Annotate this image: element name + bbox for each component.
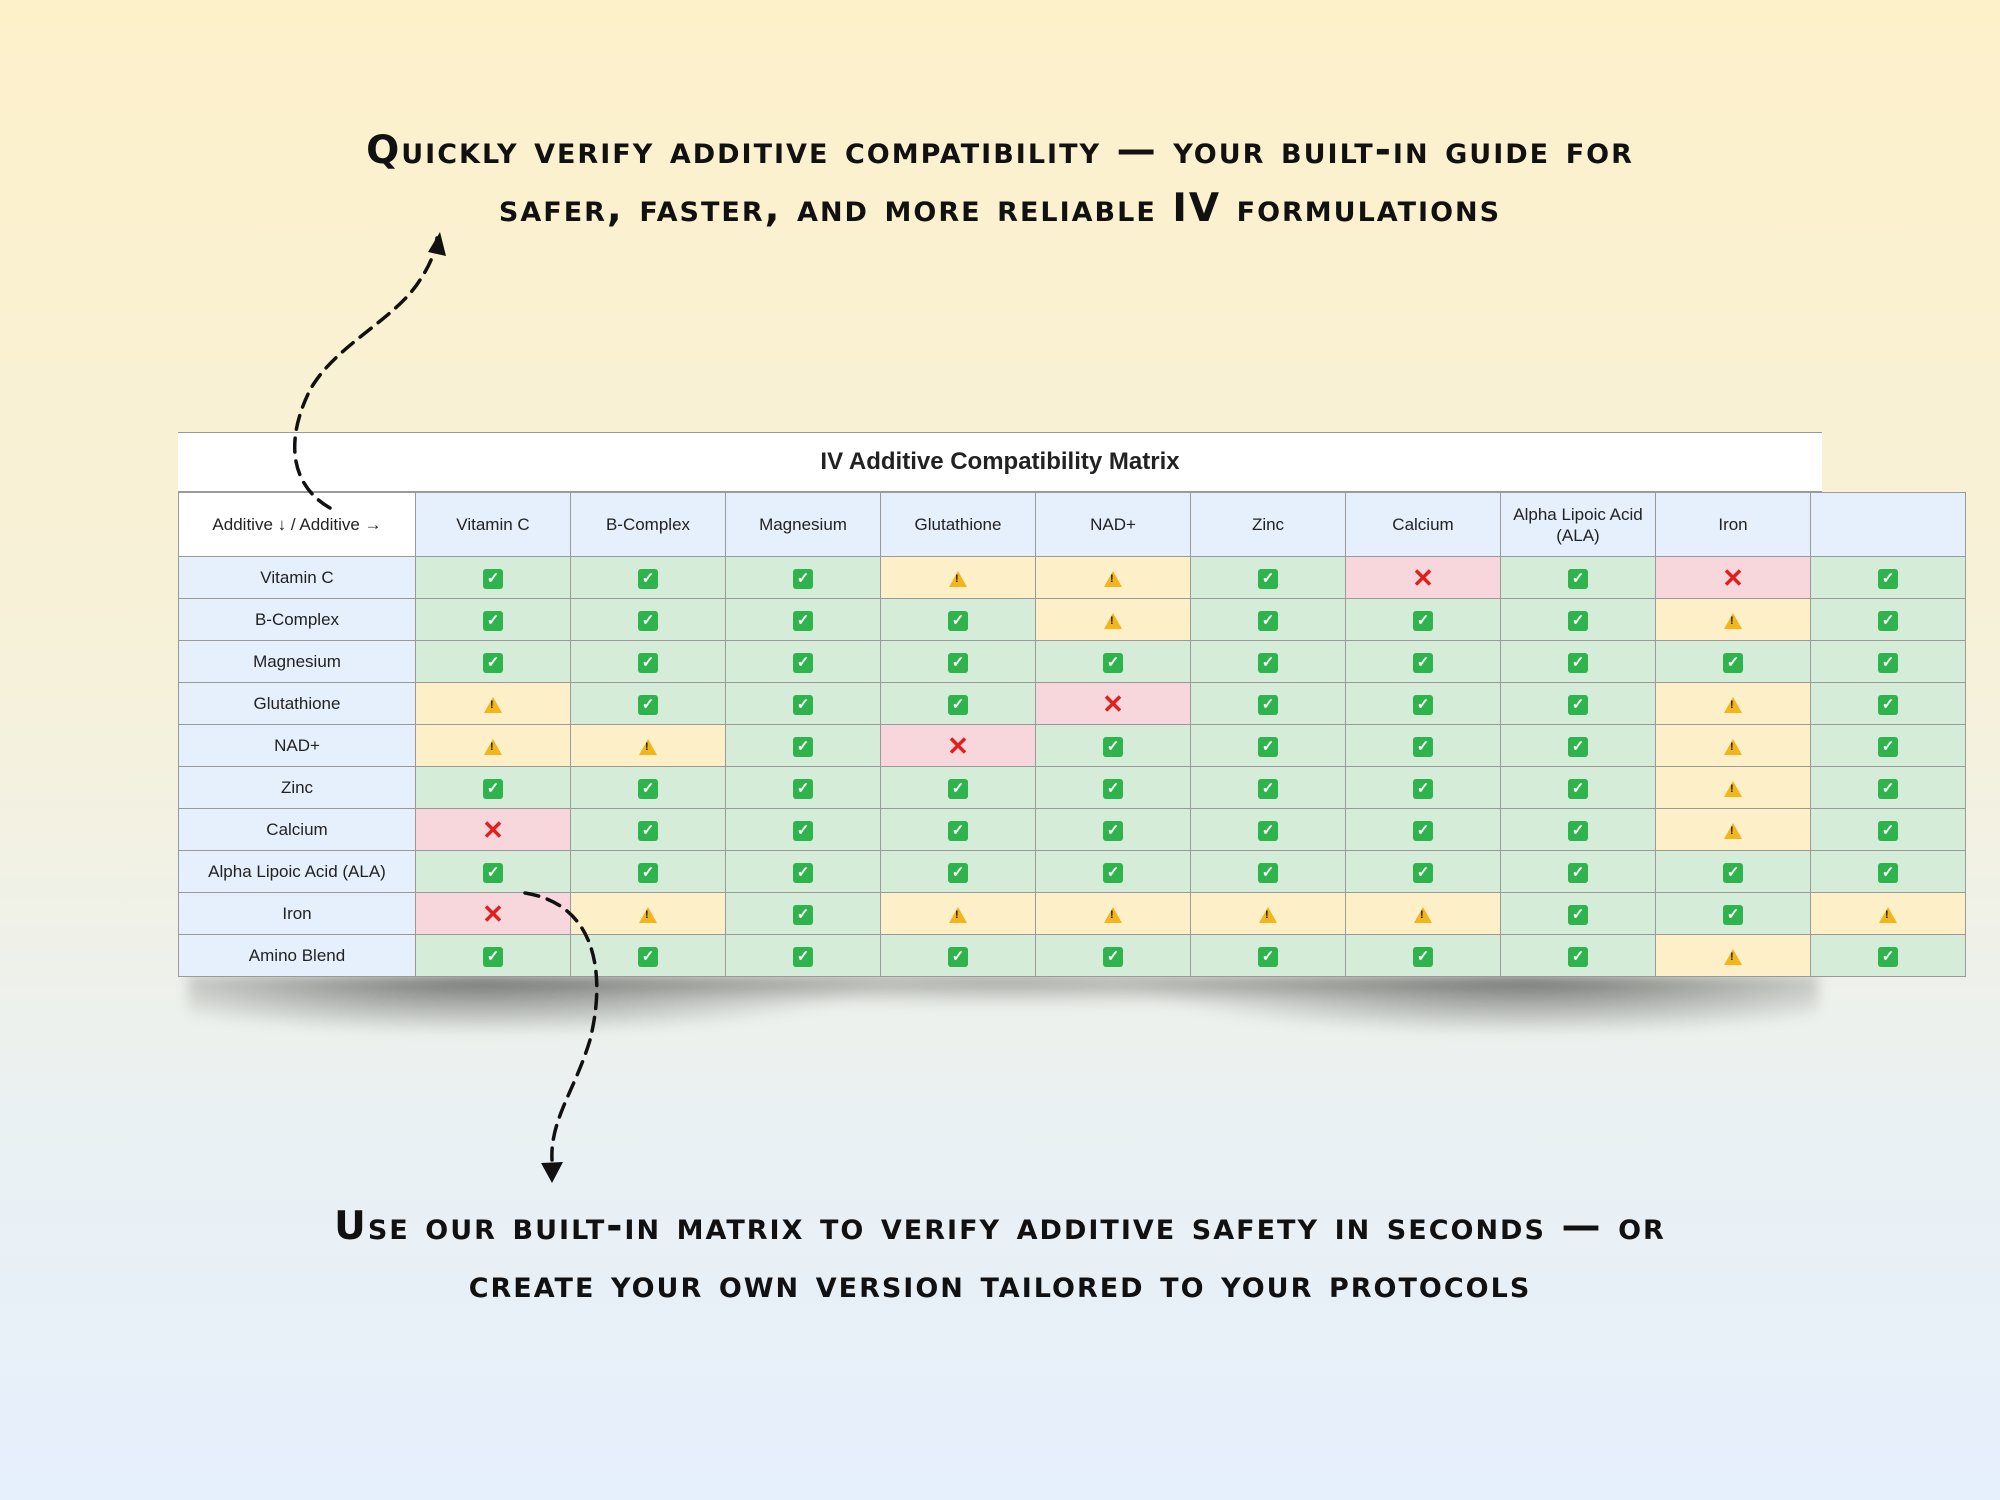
check-box-icon: ✓ xyxy=(793,737,813,757)
matrix-cell xyxy=(881,599,1036,641)
check-box-icon: ✓ xyxy=(1413,779,1433,799)
matrix-cell xyxy=(1656,641,1811,683)
check-box-icon: ✓ xyxy=(483,653,503,673)
matrix-cell xyxy=(571,599,726,641)
matrix-cell xyxy=(571,641,726,683)
warning-icon xyxy=(1724,781,1742,797)
check-box-icon: ✓ xyxy=(483,611,503,631)
warning-icon xyxy=(949,907,967,923)
matrix-cell xyxy=(1811,557,1966,599)
check-box-icon: ✓ xyxy=(483,779,503,799)
matrix-cell xyxy=(726,851,881,893)
matrix-cell xyxy=(1501,641,1656,683)
matrix-cell xyxy=(726,809,881,851)
matrix-cell xyxy=(1036,893,1191,935)
row-header: Calcium xyxy=(179,809,416,851)
column-header: B-Complex xyxy=(571,493,726,557)
warning-icon xyxy=(1724,823,1742,839)
warning-icon xyxy=(484,697,502,713)
cross-icon: ✕ xyxy=(1722,563,1744,594)
check-box-icon: ✓ xyxy=(1568,569,1588,589)
matrix-cell xyxy=(1346,725,1501,767)
check-box-icon: ✓ xyxy=(948,863,968,883)
top-headline-line-2: safer, faster, and more reliable IV formulations xyxy=(498,186,1502,231)
warning-icon xyxy=(1879,907,1897,923)
matrix-cell xyxy=(1656,557,1811,599)
matrix-title: IV Additive Compatibility Matrix xyxy=(178,433,1822,492)
matrix-cell xyxy=(1501,851,1656,893)
matrix-cell xyxy=(1036,557,1191,599)
check-box-icon: ✓ xyxy=(1258,653,1278,673)
warning-icon xyxy=(639,907,657,923)
column-header: Iron xyxy=(1656,493,1811,557)
check-box-icon: ✓ xyxy=(1258,695,1278,715)
check-box-icon: ✓ xyxy=(1258,947,1278,967)
check-box-icon: ✓ xyxy=(1103,947,1123,967)
check-box-icon: ✓ xyxy=(1103,737,1123,757)
table-row xyxy=(179,767,1966,809)
table-row xyxy=(179,935,1966,977)
check-box-icon: ✓ xyxy=(1103,653,1123,673)
check-box-icon: ✓ xyxy=(1878,737,1898,757)
matrix-cell xyxy=(1346,683,1501,725)
matrix-cell xyxy=(1811,641,1966,683)
check-box-icon: ✓ xyxy=(1413,947,1433,967)
warning-icon xyxy=(1724,697,1742,713)
check-box-icon: ✓ xyxy=(1878,611,1898,631)
matrix-cell xyxy=(881,893,1036,935)
matrix-cell xyxy=(1656,809,1811,851)
matrix-cell xyxy=(1656,725,1811,767)
sheet-shadow xyxy=(188,975,1818,1075)
matrix-cell xyxy=(1656,599,1811,641)
matrix-cell xyxy=(1346,935,1501,977)
check-box-icon: ✓ xyxy=(638,653,658,673)
bottom-headline xyxy=(0,1198,2000,1314)
matrix-cell xyxy=(1191,893,1346,935)
matrix-cell xyxy=(571,557,726,599)
column-header xyxy=(1811,493,1966,557)
check-box-icon: ✓ xyxy=(638,821,658,841)
matrix-cell xyxy=(416,809,571,851)
table-row xyxy=(179,725,1966,767)
compatibility-sheet xyxy=(178,432,1895,975)
matrix-cell xyxy=(1656,851,1811,893)
check-box-icon: ✓ xyxy=(1878,695,1898,715)
matrix-cell xyxy=(416,725,571,767)
check-box-icon: ✓ xyxy=(1413,611,1433,631)
matrix-cell xyxy=(1346,851,1501,893)
matrix-cell xyxy=(1501,725,1656,767)
check-box-icon: ✓ xyxy=(1568,905,1588,925)
matrix-cell xyxy=(1501,809,1656,851)
check-box-icon: ✓ xyxy=(1103,779,1123,799)
check-box-icon: ✓ xyxy=(1413,863,1433,883)
matrix-cell xyxy=(1811,809,1966,851)
matrix-cell xyxy=(1346,641,1501,683)
check-box-icon: ✓ xyxy=(638,779,658,799)
matrix-cell xyxy=(416,893,571,935)
matrix-cell xyxy=(1501,557,1656,599)
matrix-cell xyxy=(571,809,726,851)
matrix-corner-label: Additive ↓ / Additive → xyxy=(179,493,416,557)
check-box-icon: ✓ xyxy=(1413,821,1433,841)
matrix-cell xyxy=(881,725,1036,767)
check-box-icon: ✓ xyxy=(638,569,658,589)
row-header: NAD+ xyxy=(179,725,416,767)
matrix-cell xyxy=(881,683,1036,725)
matrix-cell xyxy=(1191,683,1346,725)
matrix-cell xyxy=(881,851,1036,893)
matrix-cell xyxy=(1656,893,1811,935)
matrix-cell xyxy=(1811,767,1966,809)
matrix-cell xyxy=(726,557,881,599)
matrix-cell xyxy=(1346,557,1501,599)
matrix-cell xyxy=(1036,725,1191,767)
check-box-icon: ✓ xyxy=(1568,821,1588,841)
matrix-cell xyxy=(1346,893,1501,935)
check-box-icon: ✓ xyxy=(1878,821,1898,841)
matrix-cell xyxy=(571,851,726,893)
warning-icon xyxy=(484,739,502,755)
top-headline xyxy=(0,122,2000,238)
check-box-icon: ✓ xyxy=(638,695,658,715)
table-row xyxy=(179,809,1966,851)
check-box-icon: ✓ xyxy=(948,653,968,673)
matrix-cell xyxy=(416,599,571,641)
row-header: Iron xyxy=(179,893,416,935)
matrix-cell xyxy=(1501,683,1656,725)
check-box-icon: ✓ xyxy=(1878,863,1898,883)
matrix-cell xyxy=(1191,599,1346,641)
check-box-icon: ✓ xyxy=(1103,863,1123,883)
matrix-cell xyxy=(1191,935,1346,977)
check-box-icon: ✓ xyxy=(1103,821,1123,841)
row-header: Alpha Lipoic Acid (ALA) xyxy=(179,851,416,893)
warning-icon xyxy=(1724,949,1742,965)
matrix-cell xyxy=(726,935,881,977)
bottom-headline-line-2: create your own version tailored to your protocols xyxy=(468,1262,1532,1307)
matrix-cell xyxy=(1811,851,1966,893)
matrix-cell xyxy=(1036,683,1191,725)
check-box-icon: ✓ xyxy=(948,695,968,715)
column-header: Vitamin C xyxy=(416,493,571,557)
check-box-icon: ✓ xyxy=(1568,653,1588,673)
check-box-icon: ✓ xyxy=(1258,779,1278,799)
check-box-icon: ✓ xyxy=(793,779,813,799)
warning-icon xyxy=(639,739,657,755)
check-box-icon: ✓ xyxy=(1568,695,1588,715)
bottom-headline-line-1: Use our built-in matrix to verify additive safety in seconds — or xyxy=(334,1204,1666,1249)
matrix-cell xyxy=(881,641,1036,683)
row-header: Amino Blend xyxy=(179,935,416,977)
matrix-cell xyxy=(1811,683,1966,725)
matrix-cell xyxy=(1501,599,1656,641)
check-box-icon: ✓ xyxy=(638,863,658,883)
column-header: Glutathione xyxy=(881,493,1036,557)
check-box-icon: ✓ xyxy=(948,611,968,631)
matrix-cell xyxy=(726,725,881,767)
matrix-cell xyxy=(416,767,571,809)
check-box-icon: ✓ xyxy=(483,947,503,967)
column-header: Zinc xyxy=(1191,493,1346,557)
check-box-icon: ✓ xyxy=(948,947,968,967)
matrix-cell xyxy=(1501,767,1656,809)
matrix-cell xyxy=(571,725,726,767)
cross-icon: ✕ xyxy=(1102,689,1124,720)
check-box-icon: ✓ xyxy=(793,947,813,967)
check-box-icon: ✓ xyxy=(1568,947,1588,967)
matrix-cell xyxy=(881,767,1036,809)
matrix-cell xyxy=(881,935,1036,977)
matrix-cell xyxy=(1656,935,1811,977)
check-box-icon: ✓ xyxy=(638,947,658,967)
check-box-icon: ✓ xyxy=(948,821,968,841)
check-box-icon: ✓ xyxy=(1258,569,1278,589)
column-header: Calcium xyxy=(1346,493,1501,557)
table-row xyxy=(179,641,1966,683)
check-box-icon: ✓ xyxy=(793,905,813,925)
check-box-icon: ✓ xyxy=(1413,653,1433,673)
row-header: Vitamin C xyxy=(179,557,416,599)
check-box-icon: ✓ xyxy=(1723,653,1743,673)
matrix-cell xyxy=(1346,809,1501,851)
matrix-cell xyxy=(1811,599,1966,641)
matrix-cell xyxy=(1346,599,1501,641)
check-box-icon: ✓ xyxy=(483,569,503,589)
matrix-cell xyxy=(416,683,571,725)
matrix-cell xyxy=(1036,851,1191,893)
row-header: Magnesium xyxy=(179,641,416,683)
check-box-icon: ✓ xyxy=(1258,821,1278,841)
matrix-cell xyxy=(1036,767,1191,809)
table-row xyxy=(179,557,1966,599)
row-header: B-Complex xyxy=(179,599,416,641)
table-row xyxy=(179,599,1966,641)
matrix-cell xyxy=(1656,683,1811,725)
matrix-cell xyxy=(1036,599,1191,641)
matrix-cell xyxy=(571,683,726,725)
matrix-cell xyxy=(571,767,726,809)
warning-icon xyxy=(1724,613,1742,629)
matrix-cell xyxy=(1501,893,1656,935)
cross-icon: ✕ xyxy=(947,731,969,762)
matrix-cell xyxy=(1036,935,1191,977)
matrix-body xyxy=(179,557,1966,977)
matrix-cell xyxy=(726,767,881,809)
matrix-cell xyxy=(726,641,881,683)
matrix-cell xyxy=(1811,935,1966,977)
column-header: NAD+ xyxy=(1036,493,1191,557)
check-box-icon: ✓ xyxy=(793,821,813,841)
check-box-icon: ✓ xyxy=(1878,947,1898,967)
warning-icon xyxy=(1104,571,1122,587)
check-box-icon: ✓ xyxy=(793,611,813,631)
matrix-cell xyxy=(881,809,1036,851)
top-headline-line-1: Quickly verify additive compatibility — your built-in guide for xyxy=(366,128,1634,173)
matrix-cell xyxy=(1811,725,1966,767)
warning-icon xyxy=(1104,907,1122,923)
matrix-cell xyxy=(416,935,571,977)
warning-icon xyxy=(1414,907,1432,923)
check-box-icon: ✓ xyxy=(483,863,503,883)
matrix-cell xyxy=(1191,767,1346,809)
column-header: Alpha Lipoic Acid (ALA) xyxy=(1501,493,1656,557)
matrix-cell xyxy=(1036,641,1191,683)
cross-icon: ✕ xyxy=(482,815,504,846)
check-box-icon: ✓ xyxy=(1568,611,1588,631)
check-box-icon: ✓ xyxy=(1568,779,1588,799)
check-box-icon: ✓ xyxy=(793,653,813,673)
matrix-cell xyxy=(1656,767,1811,809)
check-box-icon: ✓ xyxy=(948,779,968,799)
warning-icon xyxy=(949,571,967,587)
matrix-cell xyxy=(1191,641,1346,683)
check-box-icon: ✓ xyxy=(1723,905,1743,925)
warning-icon xyxy=(1724,739,1742,755)
check-box-icon: ✓ xyxy=(1878,779,1898,799)
warning-icon xyxy=(1259,907,1277,923)
check-box-icon: ✓ xyxy=(1878,569,1898,589)
warning-icon xyxy=(1104,613,1122,629)
check-box-icon: ✓ xyxy=(793,863,813,883)
matrix-cell xyxy=(416,557,571,599)
matrix-cell xyxy=(416,851,571,893)
matrix-cell xyxy=(1036,809,1191,851)
check-box-icon: ✓ xyxy=(793,569,813,589)
check-box-icon: ✓ xyxy=(793,695,813,715)
check-box-icon: ✓ xyxy=(1878,653,1898,673)
cross-icon: ✕ xyxy=(482,899,504,930)
column-header: Magnesium xyxy=(726,493,881,557)
matrix-cell xyxy=(1191,725,1346,767)
matrix-cell xyxy=(726,599,881,641)
matrix-cell xyxy=(571,935,726,977)
matrix-cell xyxy=(571,893,726,935)
row-header: Zinc xyxy=(179,767,416,809)
cross-icon: ✕ xyxy=(1412,563,1434,594)
matrix-cell xyxy=(416,641,571,683)
check-box-icon: ✓ xyxy=(1723,863,1743,883)
matrix-cell xyxy=(1501,935,1656,977)
check-box-icon: ✓ xyxy=(638,611,658,631)
table-row xyxy=(179,851,1966,893)
check-box-icon: ✓ xyxy=(1258,611,1278,631)
check-box-icon: ✓ xyxy=(1568,863,1588,883)
check-box-icon: ✓ xyxy=(1413,737,1433,757)
matrix-cell xyxy=(1191,557,1346,599)
check-box-icon: ✓ xyxy=(1568,737,1588,757)
compatibility-matrix xyxy=(178,492,1966,977)
matrix-cell xyxy=(1346,767,1501,809)
row-header: Glutathione xyxy=(179,683,416,725)
matrix-cell xyxy=(1191,851,1346,893)
matrix-cell xyxy=(726,893,881,935)
arrow-head-down xyxy=(541,1162,563,1183)
matrix-cell xyxy=(726,683,881,725)
check-box-icon: ✓ xyxy=(1258,737,1278,757)
check-box-icon: ✓ xyxy=(1413,695,1433,715)
check-box-icon: ✓ xyxy=(1258,863,1278,883)
matrix-cell xyxy=(881,557,1036,599)
table-row xyxy=(179,683,1966,725)
matrix-cell xyxy=(1191,809,1346,851)
matrix-cell xyxy=(1811,893,1966,935)
table-row xyxy=(179,893,1966,935)
matrix-header-row xyxy=(179,493,1966,557)
